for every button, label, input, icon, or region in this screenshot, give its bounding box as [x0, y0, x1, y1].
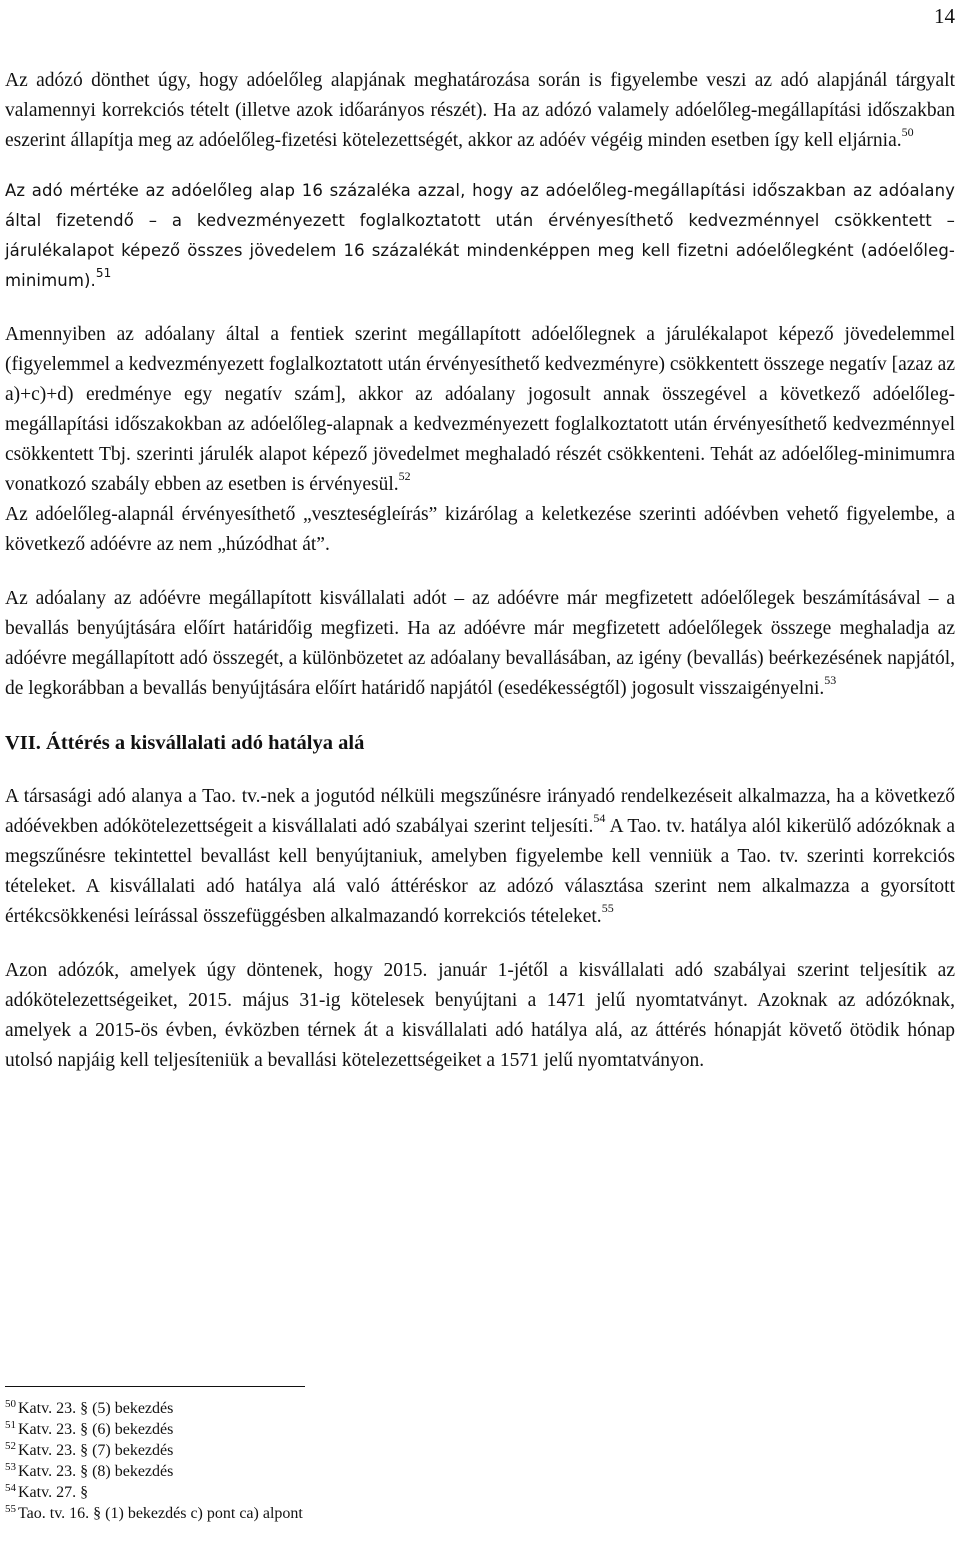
footnote-text: Tao. tv. 16. § (1) bekezdés c) pont ca) alpont: [18, 1505, 303, 1522]
footnote-item: [5, 1503, 705, 1524]
paragraph-text: Amennyiben az adóalany által a fentiek szerint megállapított adóelőlegnek a járulékalapot képező jövedelemmel (figyelemmel a kedvezményezett foglalkoztatott után érvényesíthető kedvezményre) csökkentett összege negatív [azaz az a)+c)+d) eredménye egy negatív szám], akkor az adóalany jogosult annak összegével a következő adóelőleg-megállapítási időszakokban az adóelőleg-alapnak a kedvezményezett foglalkoztatott után érvényesíthető kedvezménnyel csökkentett Tbj. szerinti járulék alapot képező jövedelmet meghaladó részét csökkenteni. Tehát az adóelőleg-minimumra vonatkozó szabály ebben az esetben is érvényesül.: [5, 324, 955, 495]
footnote-text: Katv. 23. § (7) bekezdés: [18, 1442, 174, 1459]
paragraph-advance-base-corrections: [5, 66, 955, 156]
footnote-ref: 54: [593, 810, 606, 825]
paragraph-loss-carryforward: [5, 500, 955, 560]
footnote-number: 52: [5, 1439, 16, 1452]
footnote-text: Katv. 27. §: [18, 1484, 89, 1501]
footnote-separator: [5, 1386, 305, 1387]
footnote-ref: 50: [901, 124, 914, 139]
page-number: 14: [934, 4, 955, 28]
paragraph-text: Azon adózók, amelyek úgy döntenek, hogy 2015. január 1-jétől a kisvállalati adó szabályai szerint teljesítik az adókötelezettségeiket, 2015. május 31-ig kötelesek benyújtani a 1471 jelű nyomtatványt. Azoknak az adózóknak, amelyek a 2015-ös évben, évközben térnek át a kisvállalati adó hatálya alá, az áttérés hónapját követő ötödik hónap utolsó napjáig kell teljesíteniük a bevallási kötelezettségeiket a 1571 jelű nyomtatványon.: [5, 960, 955, 1071]
footnote-item: [5, 1461, 705, 1482]
footnote-text: Katv. 23. § (5) bekezdés: [18, 1400, 174, 1417]
footnote-text: Katv. 23. § (8) bekezdés: [18, 1463, 174, 1480]
footnote-number: 54: [5, 1481, 16, 1494]
paragraph-text: A Tao. tv. hatálya alól kikerülő adózóknak a megszűnésre tekintettel bevallást kell benyújtaniuk, amelyben figyelembe kell venniük a Tao. tv. szerinti korrekciós tételeket. A kisvállalati adó hatálya alá való áttéréskor az adózó választása szerint nem alkalmazza a gyorsított értékcsökkenési leírással összefüggésben alkalmazandó korrekciós tételeket.: [5, 816, 955, 927]
footnote-number: 53: [5, 1460, 16, 1473]
paragraph-text: Az adóelőleg-alapnál érvényesíthető „veszteségleírás” kizárólag a keletkezése szerinti adóévben vehető figyelembe, a következő adóévre az nem „húzódhat át”.: [5, 504, 955, 555]
footnote-item: [5, 1419, 705, 1440]
body-text: [5, 66, 955, 1076]
section-heading: VII. Áttérés a kisvállalati adó hatálya alá: [5, 732, 365, 754]
footnote-number: 55: [5, 1502, 16, 1515]
paragraph-text: Az adó mértéke az adóelőleg alap 16 százaléka azzal, hogy az adóelőleg-megállapítási időszakban az adóalany által fizetendő – a kedvezményezett foglalkoztatott után érvényesíthető kedvezménnyel csökkentett – járulékalapot képező összes jövedelem 16 százalékát mindenképpen meg kell fizetni adóelőlegként (adóelőleg-minimum).: [5, 181, 955, 290]
paragraph-negative-amount: [5, 320, 955, 500]
paragraph-payment-deadline: [5, 584, 955, 704]
paragraph-text: Az adóalany az adóévre megállapított kisvállalati adót – az adóévre már megfizetett adóelőlegek beszámításával – a bevallás benyújtására előírt határidőig megfizeti. Ha az adóévre már megfizetett adóelőlegek összege meghaladja az adóévre megállapított adó összegét, a különbözetet az adóalany bevallásában, az igény (bevallás) beérkezésének napjától, de legkorábban a bevallás benyújtására előírt határidő napjától (esedékességtől) jogosult visszaigényelni.: [5, 588, 955, 699]
footnote-ref: 51: [95, 265, 112, 280]
footnote-item: [5, 1440, 705, 1461]
paragraph-tax-rate: [5, 176, 955, 296]
paragraph-text: Az adózó dönthet úgy, hogy adóelőleg alapjának meghatározása során is figyelembe veszi az adó alapjánál tárgyalt valamennyi korrekciós tételt (illetve azok időarányos részét). Ha az adózó valamely adóelőleg-megállapítási időszakban eszerint állapítja meg az adóelőleg-fizetési kötelezettségét, akkor az adóév végéig minden esetben így kell eljárnia.: [5, 70, 955, 151]
footnote-text: Katv. 23. § (6) bekezdés: [18, 1421, 174, 1438]
footnote-ref: 52: [398, 468, 411, 483]
paragraph-transition-rules: [5, 782, 955, 932]
footnote-item: [5, 1398, 705, 1419]
footnotes: [5, 1398, 705, 1524]
footnote-number: 51: [5, 1418, 16, 1431]
paragraph-text: A társasági adó alanya a Tao. tv.-nek a jogutód nélküli megszűnésre irányadó rendelkezéseit alkalmazza, ha a következő adóévekben adókötelezettségeit a kisvállalati adó szabályai szerint teljesíti.: [5, 786, 955, 837]
footnote-ref: 55: [601, 900, 614, 915]
paragraph-2015-forms: [5, 956, 955, 1076]
footnote-ref: 53: [824, 672, 837, 687]
footnote-item: [5, 1482, 705, 1503]
footnote-number: 50: [5, 1397, 16, 1410]
